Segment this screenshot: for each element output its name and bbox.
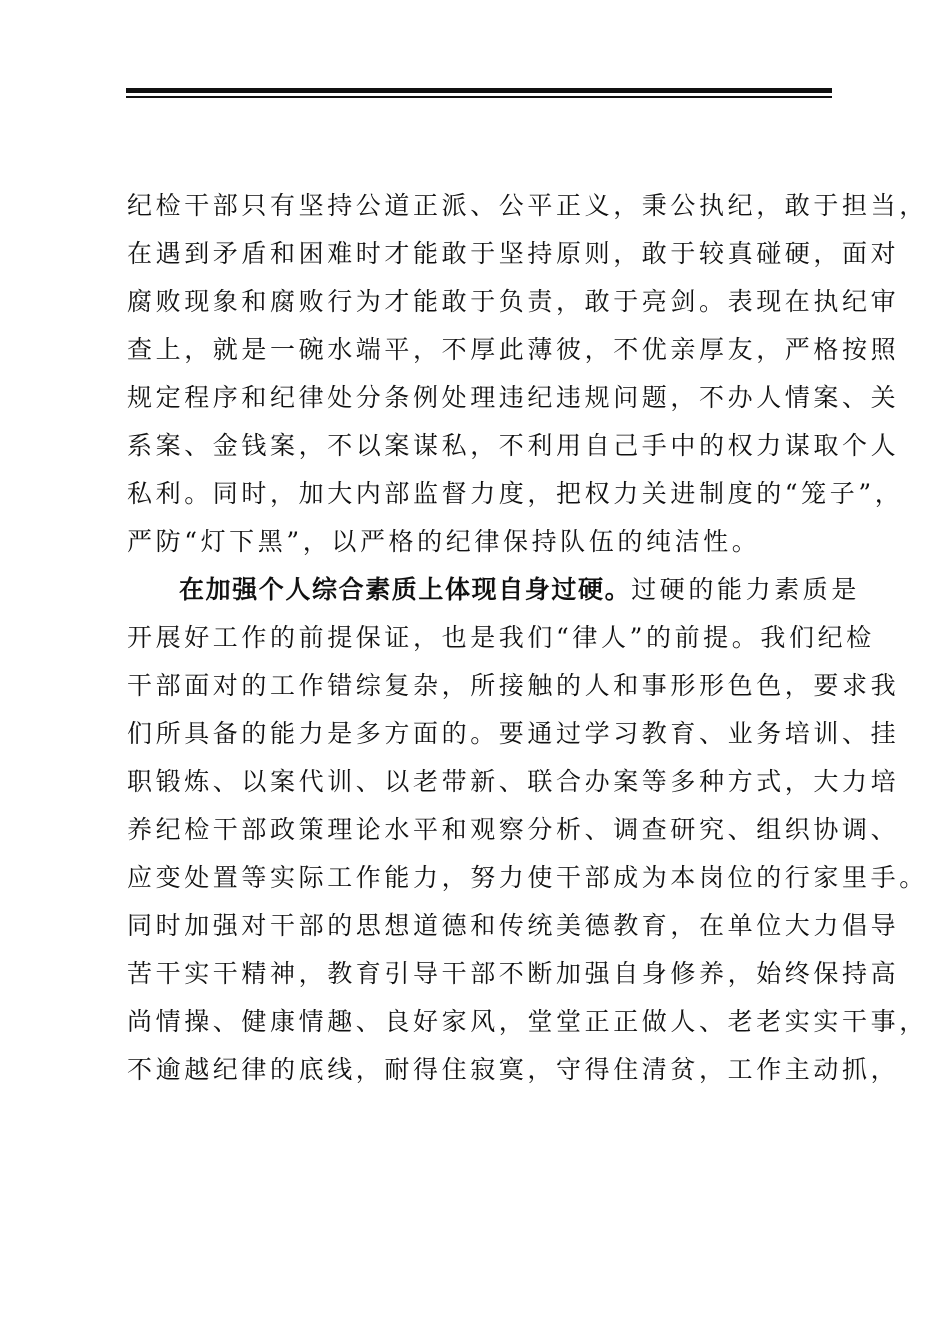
text-line: 干部面对的工作错综复杂，所接触的人和事形形色色，要求我 [127, 671, 900, 700]
text-line: 同时加强对干部的思想道德和传统美德教育，在单位大力倡导 [127, 911, 900, 940]
text-line: 查上，就是一碗水端平，不厚此薄彼，不优亲厚友，严格按照 [127, 335, 900, 364]
document-body [127, 182, 928, 1094]
header-rule-thick [126, 88, 832, 93]
text-line: 开展好工作的前提保证，也是我们“律人”的前提。我们纪检 [127, 623, 875, 652]
paragraph-heading: 在加强个人综合素质上体现自身过硬。 [179, 575, 632, 604]
text-line: 们所具备的能力是多方面的。要通过学习教育、业务培训、挂 [127, 719, 900, 748]
paragraph-1 [127, 182, 928, 566]
text-line: 严防“灯下黑”，以严格的纪律保持队伍的纯洁性。 [127, 527, 761, 556]
text-line: 职锻炼、以案代训、以老带新、联合办案等多种方式，大力培 [127, 767, 900, 796]
paragraph-2 [127, 566, 928, 1094]
text-line: 规定程序和纪律处分条例处理违纪违规问题，不办人情案、关 [127, 383, 900, 412]
text-line: 养纪检干部政策理论水平和观察分析、调查研究、组织协调、 [127, 815, 900, 844]
text-line: 不逾越纪律的底线，耐得住寂寞，守得住清贫，工作主动抓， [127, 1055, 900, 1084]
text-line: 纪检干部只有坚持公道正派、公平正义，秉公执纪，敢于担当， [127, 191, 928, 220]
header-rule-thin [126, 96, 832, 98]
paragraph-first-line [127, 566, 861, 614]
text-line: 尚情操、健康情趣、良好家风，堂堂正正做人、老老实实干事， [127, 1007, 928, 1036]
text-line: 私利。同时，加大内部监督力度，把权力关进制度的“笼子”， [127, 479, 904, 508]
text-run: 过硬的能力素质是 [631, 575, 861, 604]
text-line: 苦干实干精神，教育引导干部不断加强自身修养，始终保持高 [127, 959, 900, 988]
text-line: 在遇到矛盾和困难时才能敢于坚持原则，敢于较真碰硬，面对 [127, 239, 900, 268]
text-line: 系案、金钱案，不以案谋私，不利用自己手中的权力谋取个人 [127, 431, 900, 460]
text-line: 应变处置等实际工作能力，努力使干部成为本岗位的行家里手。 [127, 863, 928, 892]
text-line: 腐败现象和腐败行为才能敢于负责，敢于亮剑。表现在执纪审 [127, 287, 900, 316]
